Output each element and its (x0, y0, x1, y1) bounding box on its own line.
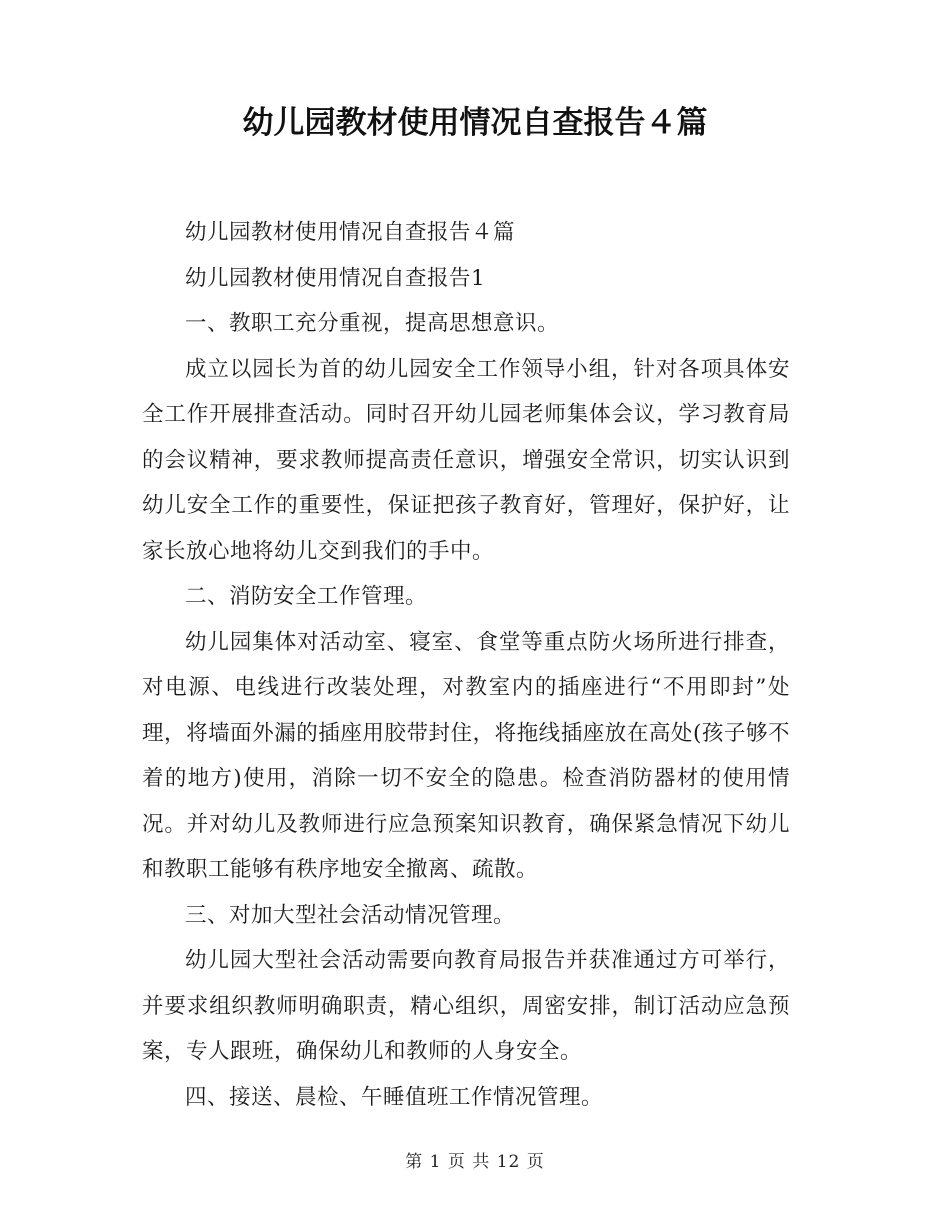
body-paragraph: 幼儿园集体对活动室、寝室、食堂等重点防火场所进行排查，对电源、电线进行改装处理，对教室内的插座进行“不用即封”处理，将墙面外漏的插座用胶带封住，将拖线插座放在高处(孩子够不着的地方)使用，消除一切不安全的隐患。检查消防器材的使用情况。并对幼儿及教师进行应急预案知识教育，确保紧急情况下幼儿和教职工能够有秩序地安全撤离、疏散。 (142, 629, 790, 882)
section-heading: 二、消防安全工作管理。 (185, 584, 428, 609)
section-heading: 四、接送、晨检、午睡值班工作情况管理。 (185, 1084, 604, 1110)
section-heading: 一、教职工充分重视，提高思想意识。 (185, 311, 560, 336)
body-paragraph: 成立以园长为首的幼儿园安全工作领导小组，针对各项具体安全工作开展排查活动。同时召开幼儿园老师集体会议，学习教育局的会议精神，要求教师提高责任意识，增强安全常识，切实认识到幼儿安全工作的重要性，保证把孩子教育好，管理好，保护好，让家长放心地将幼儿交到我们的手中。 (142, 356, 790, 564)
document-title: 幼儿园教材使用情况自查报告４篇 (242, 105, 708, 141)
section-heading: 三、对加大型社会活动情况管理。 (185, 902, 516, 928)
body-paragraph: 幼儿园教材使用情况自查报告４篇 (185, 220, 516, 245)
body-paragraph: 幼儿园大型社会活动需要向教育局报告并获准通过方可举行，并要求组织教师明确职责，精心组织，周密安排，制订活动应急预案，专人跟班，确保幼儿和教师的人身安全。 (142, 948, 790, 1064)
page-footer: 第 1 页 共 12 页 (405, 1152, 545, 1172)
body-paragraph: 幼儿园教材使用情况自查报告1 (185, 265, 486, 291)
document-body (142, 210, 790, 1120)
